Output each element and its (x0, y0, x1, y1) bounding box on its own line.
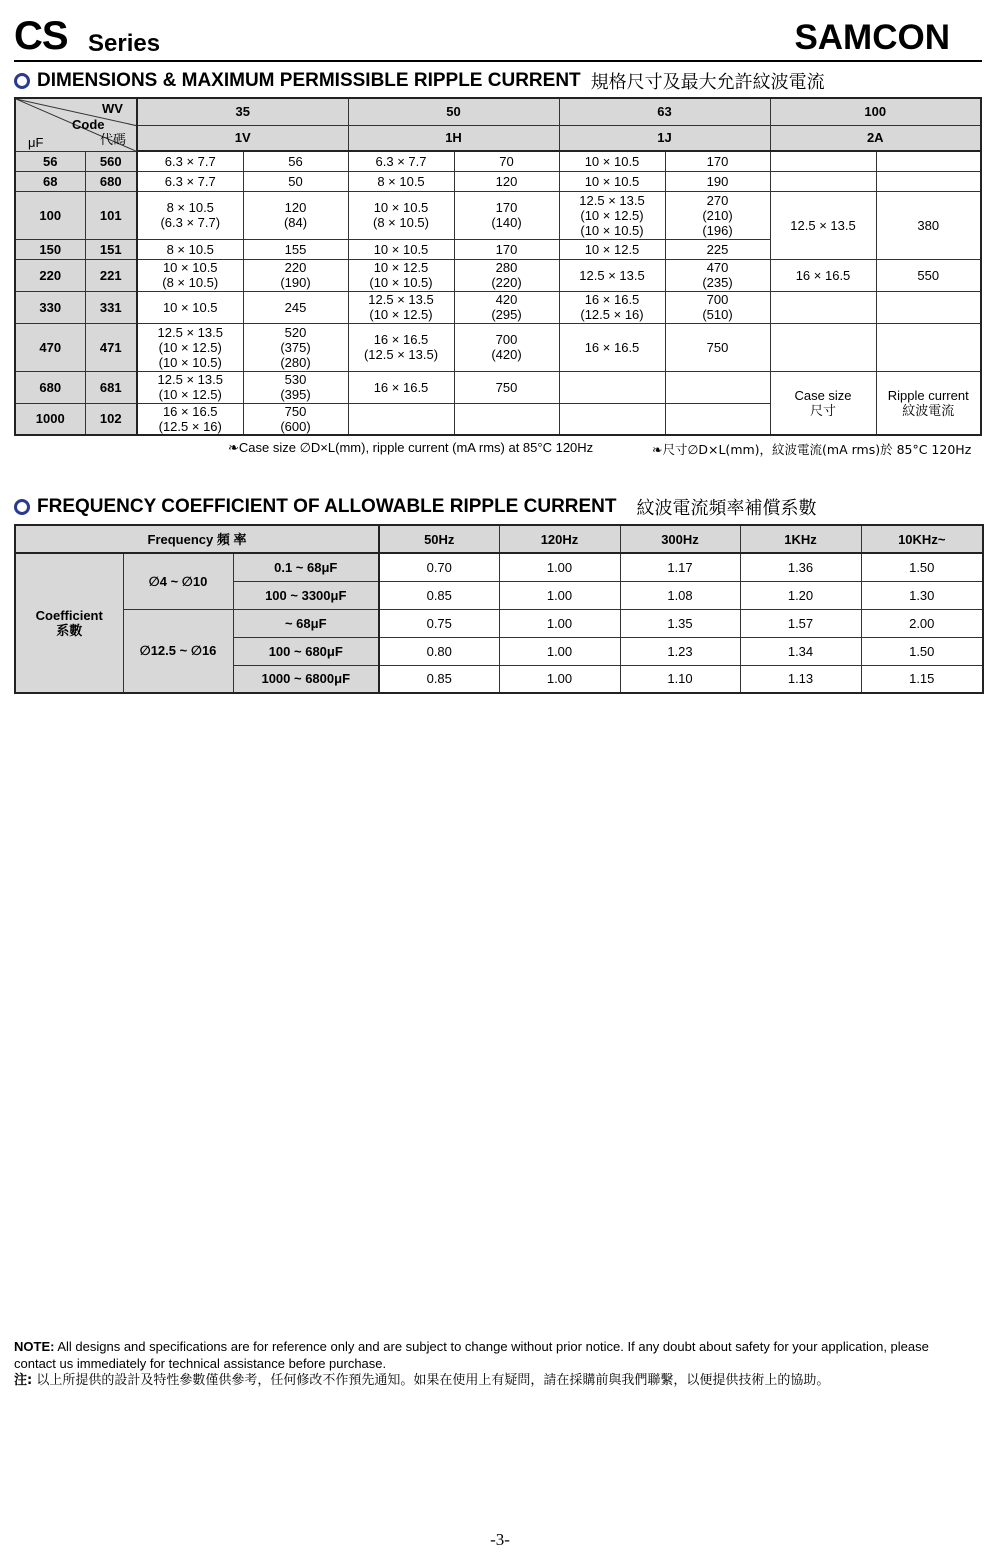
empty-cell (876, 323, 981, 371)
ripple-cell: 700 (420) (454, 323, 559, 371)
voltage-35: 35 (137, 98, 348, 125)
ripple-cell: 245 (243, 291, 348, 323)
legend-ripple-current: Ripple current 紋波電流 (876, 371, 981, 435)
case-size-cell: 16 × 16.5 (559, 323, 665, 371)
empty-cell (770, 151, 876, 171)
voltage-header-row (15, 98, 981, 125)
case-size-cell: 8 × 10.5 (137, 239, 243, 259)
empty-cell (770, 171, 876, 191)
ripple-cell: 530 (395) (243, 371, 348, 403)
note-en (14, 1338, 974, 1372)
code-zh-label: 代碼 (100, 132, 127, 147)
coefficient-value: 1.20 (740, 581, 861, 609)
case-size-cell: 10 × 10.5 (137, 291, 243, 323)
coefficient-value: 1.17 (620, 553, 740, 581)
table-row (15, 609, 983, 637)
case-size-cell: 12.5 × 13.5 (10 × 12.5) (10 × 10.5) (559, 191, 665, 239)
ripple-cell: 550 (876, 259, 981, 291)
voltage-code-row (15, 125, 981, 151)
coefficient-value: 1.35 (620, 609, 740, 637)
coefficient-value: 2.00 (861, 609, 983, 637)
coefficient-value: 1.57 (740, 609, 861, 637)
coefficient-value: 0.80 (379, 637, 499, 665)
empty-cell (876, 171, 981, 191)
code-cell: 221 (85, 259, 137, 291)
ripple-cell: 750 (665, 323, 770, 371)
coefficient-value: 1.00 (499, 553, 620, 581)
table-row (15, 371, 981, 403)
empty-cell (559, 403, 665, 435)
coefficient-value: 1.00 (499, 665, 620, 693)
ripple-cell: 225 (665, 239, 770, 259)
ripple-cell: 280 (220) (454, 259, 559, 291)
coefficient-value: 0.75 (379, 609, 499, 637)
code-cell: 680 (85, 171, 137, 191)
freq-50hz: 50Hz (379, 525, 499, 553)
ripple-cell: 700 (510) (665, 291, 770, 323)
frequency-header-row (15, 525, 983, 553)
code-cell: 102 (85, 403, 137, 435)
case-size-cell: 8 × 10.5 (6.3 × 7.7) (137, 191, 243, 239)
footnote-zh (652, 440, 971, 458)
ripple-cell: 170 (140) (454, 191, 559, 239)
capacitance-cell: 1000 (15, 403, 85, 435)
coefficient-value: 1.15 (861, 665, 983, 693)
series-code: CS (14, 14, 68, 58)
legend-case-size: Case size 尺寸 (770, 371, 876, 435)
table-row (15, 553, 983, 581)
note-en-label: NOTE: (14, 1339, 55, 1354)
capacitance-range: ~ 68μF (233, 609, 379, 637)
ripple-cell: 70 (454, 151, 559, 171)
empty-cell (770, 291, 876, 323)
table-corner-cell (15, 98, 137, 151)
coefficient-value: 1.50 (861, 637, 983, 665)
section-title-zh: 規格尺寸及最大允許紋波電流 (590, 72, 825, 93)
coefficient-value: 1.00 (499, 637, 620, 665)
ripple-cell: 120 (454, 171, 559, 191)
series-word: Series (88, 30, 161, 57)
empty-cell (348, 403, 454, 435)
case-size-cell: 6.3 × 7.7 (137, 151, 243, 171)
empty-cell (665, 403, 770, 435)
capacitance-cell: 470 (15, 323, 85, 371)
capacitance-cell: 680 (15, 371, 85, 403)
ripple-cell: 56 (243, 151, 348, 171)
coefficient-label: Coefficient 系數 (15, 553, 123, 693)
code-2a: 2A (770, 125, 981, 151)
ripple-cell: 220 (190) (243, 259, 348, 291)
wv-label: WV (102, 101, 123, 116)
page-number: -3- (490, 1530, 510, 1549)
freq-300hz: 300Hz (620, 525, 740, 553)
note-zh-text: 以上所提供的設計及特性參數僅供參考，任何修改不作預先通知。如果在使用上有疑問，請在採購前與我們聯繫，以便提供技術上的協助。 (32, 1373, 830, 1388)
code-cell: 471 (85, 323, 137, 371)
empty-cell (559, 371, 665, 403)
case-size-cell: 10 × 10.5 (559, 171, 665, 191)
ripple-cell: 155 (243, 239, 348, 259)
capacitance-cell: 330 (15, 291, 85, 323)
section-title-en: FREQUENCY COEFFICIENT OF ALLOWABLE RIPPLE CURRENT (37, 496, 617, 517)
case-size-cell: 16 × 16.5 (12.5 × 13.5) (348, 323, 454, 371)
ripple-cell: 750 (600) (243, 403, 348, 435)
case-size-cell: 10 × 12.5 (559, 239, 665, 259)
capacitance-cell: 220 (15, 259, 85, 291)
case-size-cell: 12.5 × 13.5 (10 × 12.5) (348, 291, 454, 323)
freq-10khz: 10KHz~ (861, 525, 983, 553)
ripple-cell: 420 (295) (454, 291, 559, 323)
case-size-cell: 6.3 × 7.7 (137, 171, 243, 191)
footnote-zh-text: 尺寸∅D×L(mm)，紋波電流(mA rms)於 85°C 120Hz (662, 442, 972, 457)
case-size-cell: 10 × 12.5 (10 × 10.5) (348, 259, 454, 291)
ripple-cell: 120 (84) (243, 191, 348, 239)
case-size-cell: 16 × 16.5 (348, 371, 454, 403)
empty-cell (876, 151, 981, 171)
case-size-cell: 10 × 10.5 (348, 239, 454, 259)
case-size-cell: 12.5 × 13.5 (559, 259, 665, 291)
dimensions-table (14, 97, 982, 436)
capacitance-cell: 56 (15, 151, 85, 171)
voltage-50: 50 (348, 98, 559, 125)
case-size-cell: 10 × 10.5 (559, 151, 665, 171)
coefficient-value: 1.34 (740, 637, 861, 665)
ripple-cell: 380 (876, 191, 981, 259)
code-1j: 1J (559, 125, 770, 151)
capacitance-range: 1000 ~ 6800μF (233, 665, 379, 693)
section-title-dimensions (14, 68, 825, 94)
voltage-63: 63 (559, 98, 770, 125)
note-en-text: All designs and specifications are for reference only and are subject to change without prior notice. If any doubt about safety for your application, please contact us immediately for technical assistance before purchase. (14, 1339, 929, 1371)
empty-cell (876, 291, 981, 323)
footnote-en (228, 440, 593, 456)
coefficient-value: 1.00 (499, 581, 620, 609)
case-size-cell: 10 × 10.5 (8 × 10.5) (137, 259, 243, 291)
uf-label: μF (28, 135, 44, 150)
case-size-cell: 12.5 × 13.5 (10 × 12.5) (137, 371, 243, 403)
coefficient-value: 0.70 (379, 553, 499, 581)
case-size-cell: 8 × 10.5 (348, 171, 454, 191)
ripple-cell: 470 (235) (665, 259, 770, 291)
code-1h: 1H (348, 125, 559, 151)
ripple-cell: 190 (665, 171, 770, 191)
bullet-circle-icon (14, 73, 30, 89)
empty-cell (454, 403, 559, 435)
case-size-cell: 10 × 10.5 (8 × 10.5) (348, 191, 454, 239)
coefficient-value: 1.10 (620, 665, 740, 693)
coefficient-value: 1.13 (740, 665, 861, 693)
note-zh-label: 注: (14, 1373, 33, 1388)
diameter-group-label: ∅4 ~ ∅10 (123, 553, 233, 609)
coefficient-value: 0.85 (379, 581, 499, 609)
code-cell: 331 (85, 291, 137, 323)
capacitance-cell: 150 (15, 239, 85, 259)
table-row (15, 323, 981, 371)
capacitance-range: 0.1 ~ 68μF (233, 553, 379, 581)
table-row (15, 291, 981, 323)
frequency-label: Frequency 頻 率 (15, 525, 379, 553)
ripple-cell: 520 (375) (280) (243, 323, 348, 371)
coefficient-value: 1.30 (861, 581, 983, 609)
coefficient-value: 1.50 (861, 553, 983, 581)
coefficient-value: 0.85 (379, 665, 499, 693)
table-row (15, 259, 981, 291)
capacitance-cell: 68 (15, 171, 85, 191)
ripple-cell: 170 (454, 239, 559, 259)
section-title-frequency (14, 494, 817, 520)
coefficient-value: 1.00 (499, 609, 620, 637)
capacitance-range: 100 ~ 3300μF (233, 581, 379, 609)
code-label: Code (72, 117, 105, 132)
footnote-mark-icon: ❧ (228, 440, 239, 455)
empty-cell (665, 371, 770, 403)
ripple-cell: 750 (454, 371, 559, 403)
case-size-cell: 16 × 16.5 (12.5 × 16) (559, 291, 665, 323)
disclaimer-note (14, 1338, 974, 1389)
coefficient-value: 1.23 (620, 637, 740, 665)
section-title-zh: 紋波電流頻率補償系數 (636, 498, 817, 519)
code-cell: 101 (85, 191, 137, 239)
capacitance-range: 100 ~ 680μF (233, 637, 379, 665)
footnote-mark-icon: ❧ (652, 442, 663, 457)
case-size-cell: 16 × 16.5 (12.5 × 16) (137, 403, 243, 435)
note-zh (14, 1372, 974, 1389)
table-row (15, 171, 981, 191)
section-title-en: DIMENSIONS & MAXIMUM PERMISSIBLE RIPPLE CURRENT (37, 70, 581, 91)
page-header (14, 14, 982, 62)
case-size-cell: 16 × 16.5 (770, 259, 876, 291)
freq-1khz: 1KHz (740, 525, 861, 553)
code-cell: 560 (85, 151, 137, 171)
ripple-cell: 270 (210) (196) (665, 191, 770, 239)
ripple-cell: 170 (665, 151, 770, 171)
case-size-cell: 12.5 × 13.5 (10 × 12.5) (10 × 10.5) (137, 323, 243, 371)
frequency-coefficient-table (14, 524, 984, 694)
table-row (15, 191, 981, 239)
code-cell: 151 (85, 239, 137, 259)
diameter-group-label: ∅12.5 ~ ∅16 (123, 609, 233, 693)
brand-name: SAMCON (794, 18, 950, 57)
case-size-cell: 6.3 × 7.7 (348, 151, 454, 171)
footnote-en-text: Case size ∅D×L(mm), ripple current (mA rms) at 85°C 120Hz (238, 440, 594, 455)
ripple-cell: 50 (243, 171, 348, 191)
capacitance-cell: 100 (15, 191, 85, 239)
voltage-100: 100 (770, 98, 981, 125)
bullet-circle-icon (14, 499, 30, 515)
coefficient-value: 1.08 (620, 581, 740, 609)
freq-120hz: 120Hz (499, 525, 620, 553)
empty-cell (770, 323, 876, 371)
table-row (15, 151, 981, 171)
case-size-cell: 12.5 × 13.5 (770, 191, 876, 259)
code-1v: 1V (137, 125, 348, 151)
coefficient-value: 1.36 (740, 553, 861, 581)
code-cell: 681 (85, 371, 137, 403)
